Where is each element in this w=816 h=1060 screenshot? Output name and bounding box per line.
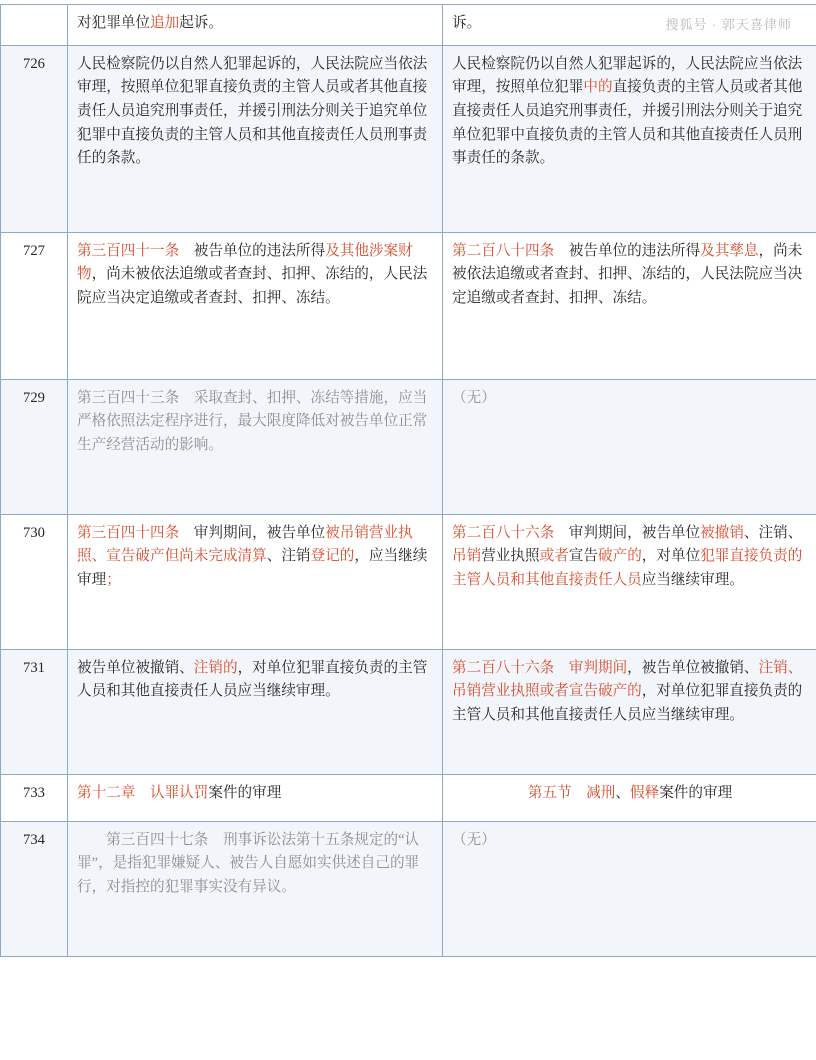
left-column-cell: 人民检察院仍以自然人犯罪起诉的，人民法院应当依法审理，按照单位犯罪直接负责的主管人员或者其他直接责任人员追究刑事责任，并援引刑法分则关于追究单位犯罪中直接负责的主管人员和其他直接责任人员刑事责任的条款。	[68, 45, 443, 232]
left-column-cell: 第三百四十三条 采取查封、扣押、冻结等措施，应当严格依照法定程序进行，最大限度降低对被告单位正常生产经营活动的影响。	[68, 379, 443, 514]
right-column-cell: 第二百八十六条 审判期间，被告单位被撤销、注销、吊销营业执照或者宣告破产的，对单位犯罪直接负责的主管人员和其他直接责任人员应当继续审理。	[443, 514, 816, 649]
table-row	[1, 649, 816, 774]
table-row	[1, 514, 816, 649]
left-column-cell: 第三百四十四条 审判期间，被告单位被吊销营业执照、宣告破产但尚未完成清算、注销登记的，应当继续审理；	[68, 514, 443, 649]
row-number-cell: 730	[1, 514, 68, 649]
right-column-cell: （无）	[443, 379, 816, 514]
left-column-cell: 对犯罪单位追加起诉。	[68, 5, 443, 46]
table-row	[1, 45, 816, 232]
table-row	[1, 232, 816, 379]
row-number-cell: 726	[1, 45, 68, 232]
left-column-cell: 第三百四十七条 刑事诉讼法第十五条规定的“认罪”，是指犯罪嫌疑人、被告人自愿如实供述自己的罪行，对指控的犯罪事实没有异议。	[68, 821, 443, 956]
row-number-cell: 727	[1, 232, 68, 379]
row-number-cell	[1, 5, 68, 46]
left-column-cell: 第三百四十一条 被告单位的违法所得及其他涉案财物，尚未被依法追缴或者查封、扣押、冻结的，人民法院应当决定追缴或者查封、扣押、冻结。	[68, 232, 443, 379]
row-number-cell: 733	[1, 774, 68, 821]
document-page	[0, 4, 816, 1060]
table-row	[1, 774, 816, 821]
left-column-cell: 第十二章 认罪认罚案件的审理	[68, 774, 443, 821]
comparison-table	[0, 4, 816, 957]
left-column-cell: 被告单位被撤销、注销的，对单位犯罪直接负责的主管人员和其他直接责任人员应当继续审理。	[68, 649, 443, 774]
table-row	[1, 379, 816, 514]
table-row	[1, 821, 816, 956]
right-column-cell: 人民检察院仍以自然人犯罪起诉的，人民法院应当依法审理，按照单位犯罪中的直接负责的主管人员或者其他直接责任人员追究刑事责任，并援引刑法分则关于追究单位犯罪中直接负责的主管人员和其他直接责任人员刑事责任的条款。	[443, 45, 816, 232]
right-column-cell: 诉。	[443, 5, 816, 46]
right-column-cell: 第五节 减刑、假释案件的审理	[443, 774, 816, 821]
right-column-cell: 第二百八十六条 审判期间，被告单位被撤销、注销、吊销营业执照或者宣告破产的，对单位犯罪直接负责的主管人员和其他直接责任人员应当继续审理。	[443, 649, 816, 774]
row-number-cell: 731	[1, 649, 68, 774]
right-column-cell: 第二百八十四条 被告单位的违法所得及其孳息，尚未被依法追缴或者查封、扣押、冻结的，人民法院应当决定追缴或者查封、扣押、冻结。	[443, 232, 816, 379]
watermark-text: 搜狐号 · 郭天喜律师	[665, 14, 792, 33]
row-number-cell: 729	[1, 379, 68, 514]
table-body	[1, 5, 816, 957]
right-column-cell: （无）	[443, 821, 816, 956]
row-number-cell: 734	[1, 821, 68, 956]
